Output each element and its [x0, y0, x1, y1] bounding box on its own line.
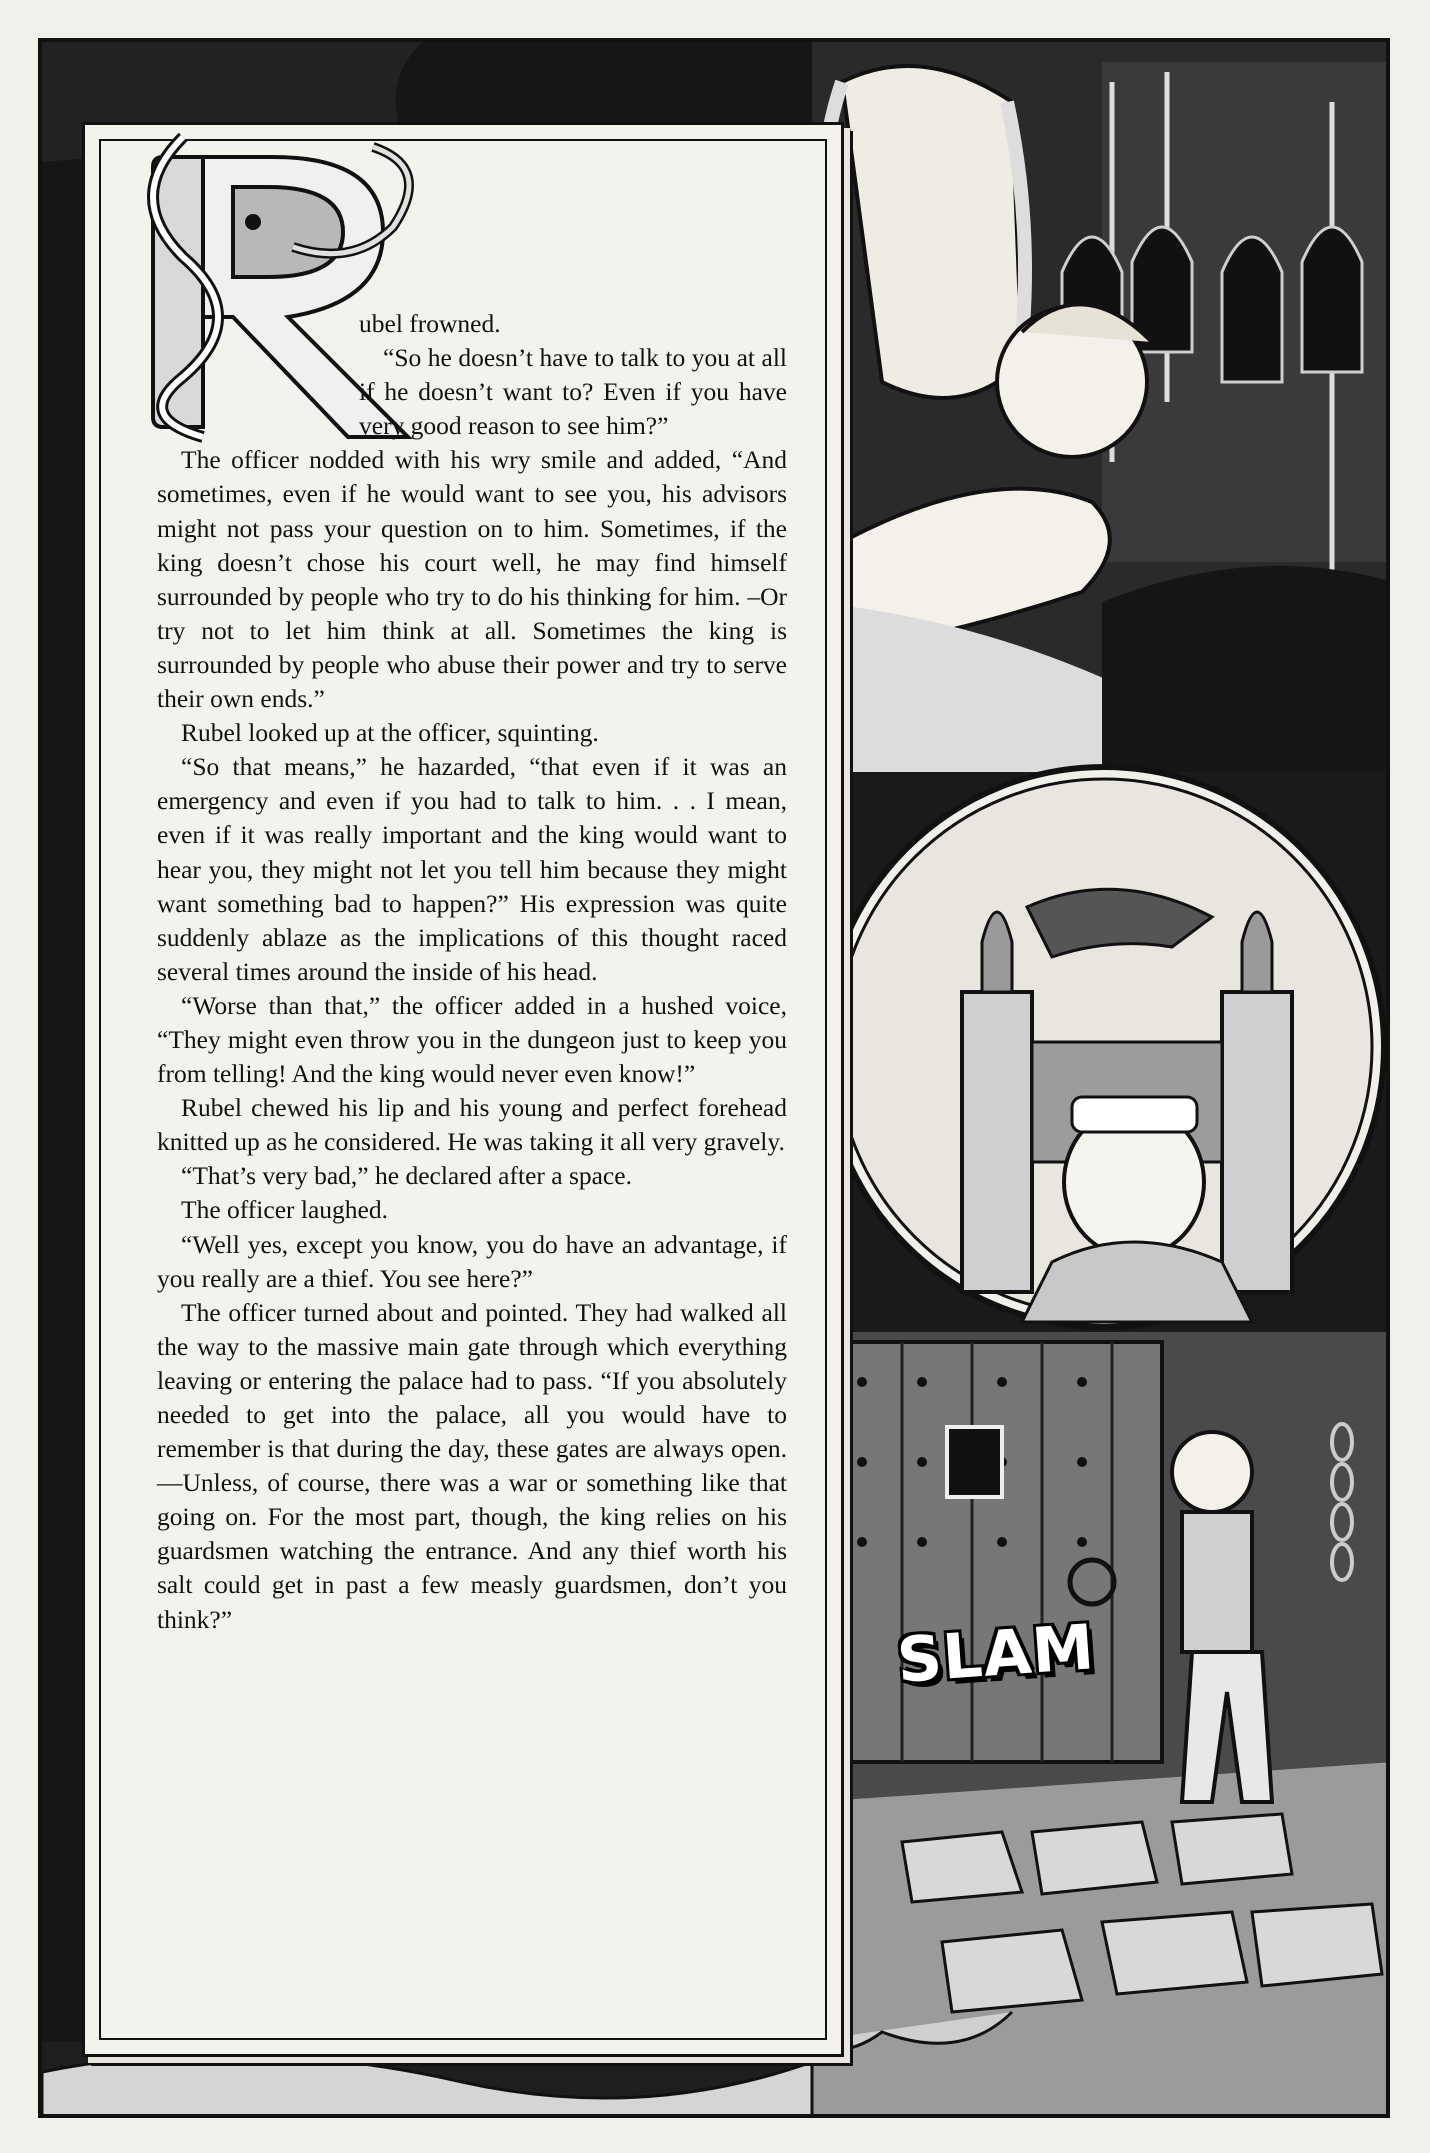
- page-frame: [38, 38, 1390, 2118]
- paragraph-9: “Well yes, except you know, you do have an advantage, if you really are a thief. You see here?”: [157, 1229, 787, 1293]
- paragraph-5: “Worse than that,” the officer added in a hushed voice, “They might even throw you in the dungeon just to keep you from telling! And the king would never even know!”: [157, 990, 787, 1089]
- paragraph-1: [157, 307, 787, 443]
- paragraph-3: Rubel looked up at the officer, squinting.: [181, 718, 599, 748]
- paragraph-2: The officer nodded with his wry smile and added, “And sometimes, even if he would want to see you, his advisors might not pass your question on to him. Sometimes, if the king doesn’t chose his court well, he may find himself surrounded by people who try to do his thinking for him. –Or try not to let him think at all. Sometimes the king is surrounded by people who abuse their power and try to serve their own ends.”: [157, 445, 787, 714]
- paragraph-4: “So that means,” he hazarded, “that even if it was an emergency and even if you had to talk to him. . . I mean, even if it was really important and the king would want to hear you, they might not let you tell him because they might want something bad to happen?” His expression was quite suddenly ablaze as the implications of this thought raced several times around the inside of his head.: [157, 752, 787, 986]
- paragraph-1-rest: “So he doesn’t have to talk to you at all if he doesn’t want to? Even if you have very good reason to see him?”: [359, 343, 787, 441]
- paragraph-7: “That’s very bad,” he declared after a space.: [181, 1161, 632, 1191]
- story-text-panel: [82, 122, 844, 2057]
- story-body: [157, 307, 787, 1637]
- paragraph-8: The officer laughed.: [181, 1195, 388, 1225]
- paragraph-1-lead: ubel frowned.: [359, 309, 501, 338]
- paragraph-6: Rubel chewed his lip and his young and perfect forehead knitted up as he considered. He was taking it all very gravely.: [157, 1093, 787, 1157]
- paragraph-10: The officer turned about and pointed. They had walked all the way to the massive main gate through which everything leaving or entering the palace had to pass. “If you absolutely needed to get into the palace, all you would have to remember is that during the day, these gates are always open. —Unless, of course, there was a war or something like that going on. For the most part, though, the king relies on his guardsmen watching the entrance. And any thief worth his salt could get in past a few measly guardsmen, don’t you think?”: [157, 1297, 787, 1634]
- sound-effect-text: SLAM: [894, 1610, 1098, 1697]
